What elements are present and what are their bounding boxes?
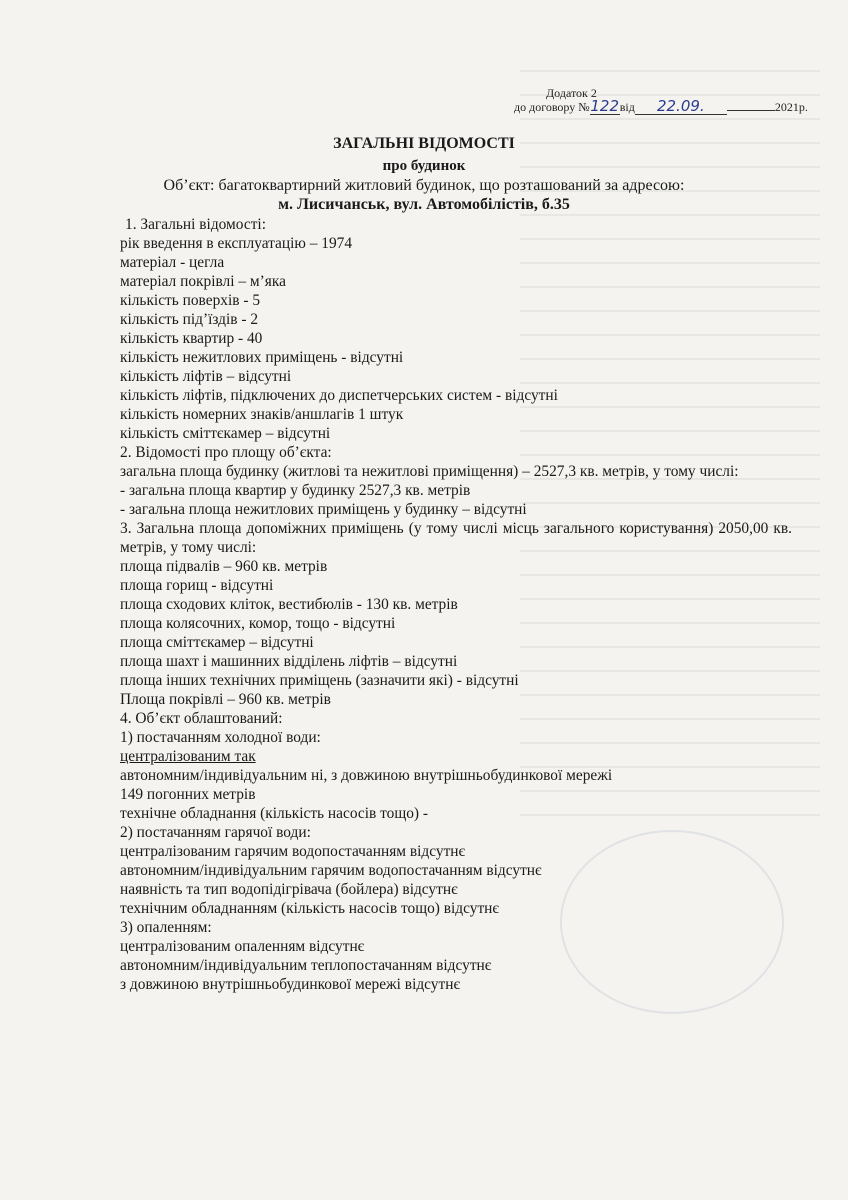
contract-from: від <box>619 100 635 114</box>
text-line: площа шахт і машинних відділень ліфтів – відсутні <box>120 653 458 670</box>
text-line: - загальна площа квартир у будинку 2527,3 кв. метрів <box>120 482 471 499</box>
text-line: матеріал покрівлі – м’яка <box>120 273 286 290</box>
text-line: 2) постачанням гарячої води: <box>120 824 311 841</box>
contract-prefix: до договору № <box>514 100 590 114</box>
text-line: 2. Відомості про площу об’єкта: <box>120 444 332 461</box>
text-line: з довжиною внутрішньобудинкової мережі відсутнє <box>120 976 461 993</box>
text-line: - загальна площа нежитлових приміщень у будинку – відсутні <box>120 501 527 518</box>
text-line: площа підвалів – 960 кв. метрів <box>120 558 328 575</box>
document-title: ЗАГАЛЬНІ ВІДОМОСТІ <box>333 135 515 152</box>
text-line: кількість поверхів - 5 <box>120 292 261 309</box>
object-description: Об’єкт: багатоквартирний житловий будинок, що розташований за адресою: <box>163 177 685 194</box>
contract-reference <box>514 99 808 115</box>
text-line: автономним/індивідуальним гарячим водопостачанням відсутнє <box>120 862 542 879</box>
contract-year: 2021р. <box>774 100 808 114</box>
text-line: кількість під’їздів - 2 <box>120 311 259 328</box>
document-body <box>120 215 792 994</box>
text-line: площа колясочних, комор, тощо - відсутні <box>120 615 396 632</box>
text-line: технічне обладнання (кількість насосів тощо) - <box>120 805 428 822</box>
text-line: автономним/індивідуальним ні, з довжиною внутрішньобудинкової мережі <box>120 767 613 784</box>
text-line: площа сміттєкамер – відсутні <box>120 634 314 651</box>
contract-date: 22.09. <box>656 97 705 115</box>
text-line: площа інших технічних приміщень (зазначити які) - відсутні <box>120 672 519 689</box>
text-line: наявність та тип водопідігрівача (бойлера) відсутнє <box>120 881 458 898</box>
text-line: кількість нежитлових приміщень - відсутні <box>120 349 404 366</box>
text-line: матеріал - цегла <box>120 254 225 271</box>
text-line: 4. Об’єкт облаштований: <box>120 710 283 727</box>
text-line: кількість номерних знаків/аншлагів 1 штук <box>120 406 404 423</box>
text-line: Площа покрівлі – 960 кв. метрів <box>120 691 331 708</box>
text-line: кількість квартир - 40 <box>120 330 263 347</box>
text-line: 3) опаленням: <box>120 919 212 936</box>
text-line: технічним обладнанням (кількість насосів тощо) відсутнє <box>120 900 500 917</box>
text-line: площа горищ - відсутні <box>120 577 274 594</box>
text-line: рік введення в експлуатацію – 1974 <box>120 235 353 252</box>
text-line: автономним/індивідуальним теплопостачанням відсутнє <box>120 957 492 974</box>
object-address: м. Лисичанськ, вул. Автомобілістів, б.35 <box>278 196 570 213</box>
text-line: 1. Загальні відомості: <box>125 216 266 233</box>
document-subtitle: про будинок <box>382 158 466 174</box>
contract-number: 122 <box>590 97 620 115</box>
text-line: кількість ліфтів, підключених до диспетчерських систем - відсутні <box>120 387 558 404</box>
text-line: кількість сміттєкамер – відсутні <box>120 425 331 442</box>
aux-area-line: 3. Загальна площа допоміжних приміщень (у тому числі місць загального користування) 2050,00 кв. метрів, у тому числі: <box>120 520 792 556</box>
text-line: площа сходових кліток, вестибюлів - 130 кв. метрів <box>120 596 458 613</box>
text-line: централізованим опаленням відсутнє <box>120 938 365 955</box>
total-area-line: загальна площа будинку (житлові та нежитлові приміщення) – 2527,3 кв. метрів, у тому числі: <box>120 463 739 480</box>
text-line: 149 погонних метрів <box>120 786 256 803</box>
annex-label: Додаток 2 <box>546 86 597 100</box>
text-line: 1) постачанням холодної води: <box>120 729 321 746</box>
text-line: кількість ліфтів – відсутні <box>120 368 292 385</box>
text-line: централізованим гарячим водопостачанням відсутнє <box>120 843 466 860</box>
underlined-text-line: централізованим так <box>120 748 256 765</box>
